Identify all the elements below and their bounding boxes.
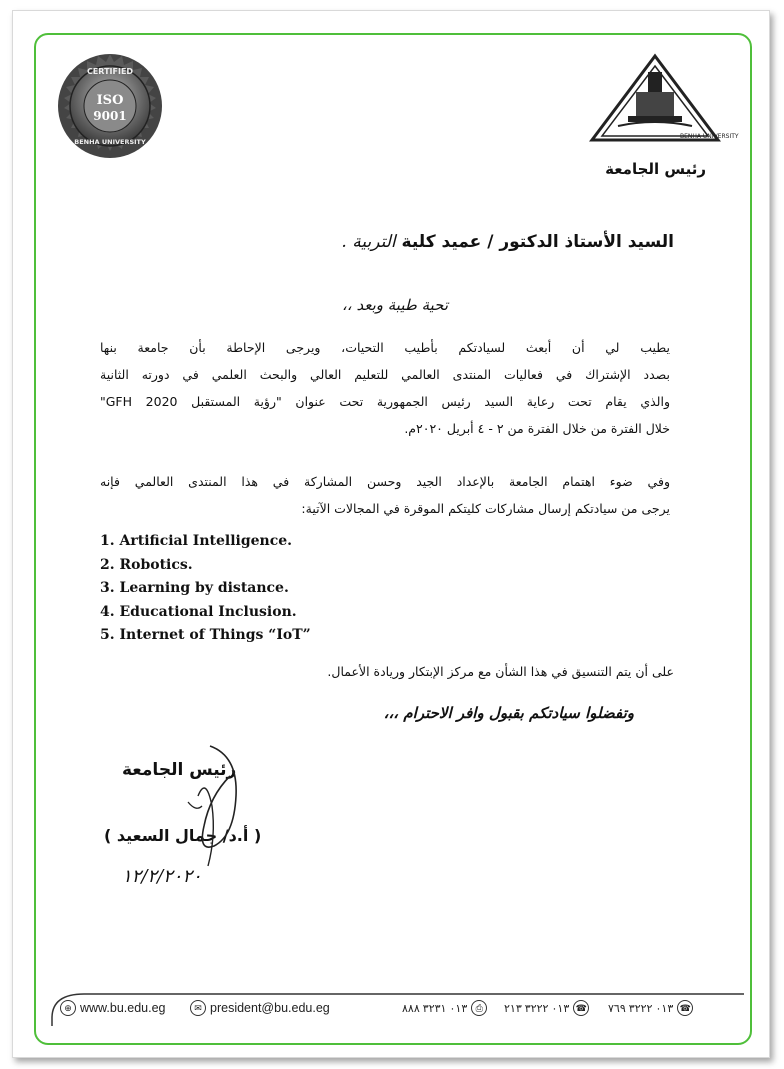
paragraph-1-line: بصدد الإشتراك في فعاليات المنتدى العالمي للتعليم العالي والبحث العلمي في دورته الثانية [100, 367, 670, 382]
coordination-note: على أن يتم التنسيق في هذا الشأن مع مركز الإبتكار وريادة الأعمال. [327, 664, 674, 679]
website-text: www.bu.edu.eg [80, 1001, 166, 1015]
paragraph-2-line: وفي ضوء اهتمام الجامعة بالإعداد الجيد وحسن المشاركة في هذا المنتدى العالمي فإنه [100, 474, 670, 489]
fax-icon: ⎙ [471, 1000, 487, 1016]
logo-text: BENHA UNIVERSITY [680, 133, 739, 140]
addressee-printed: السيد الأستاذ الدكتور / عميد كلية [401, 232, 674, 252]
phone-icon: ☎ [573, 1000, 589, 1016]
addressee-handwritten: التربية . [341, 232, 396, 252]
watermark [300, 150, 450, 210]
footer-website [60, 1000, 165, 1016]
footer-phone-2 [608, 1000, 693, 1016]
seal-center-text: ISO [96, 93, 124, 108]
fields-list [100, 533, 311, 651]
handwritten-date: ١٢/٢/٢٠٢٠ [122, 866, 202, 887]
seal-bottom-text: BENHA UNIVERSITY [74, 138, 146, 146]
addressee [341, 232, 674, 252]
paragraph-1-line: خلال الفترة من خلال الفترة من ٢ - ٤ أبريل ٢٠٢٠م. [404, 421, 670, 436]
seal-number-text: 9001 [93, 109, 127, 123]
list-item: 2. Robotics. [100, 556, 193, 573]
email-text: president@bu.edu.eg [210, 1001, 330, 1015]
university-logo-icon [588, 52, 739, 144]
paragraph-2-line: يرجى من سيادتكم إرسال مشاركات كليتكم الموقرة في المجالات الآتية: [301, 501, 670, 516]
email-icon: ✉ [190, 1000, 206, 1016]
fax-text: ٠١٣ ٣٢٣١ ٨٨٨ [402, 1002, 468, 1015]
signature-title: رئيس الجامعة [122, 760, 237, 780]
paragraph-1-line: والذي يقام تحت رعاية السيد رئيس الجمهورية تحت عنوان "رؤية المستقبل GFH 2020" [100, 394, 670, 409]
phone-1-text: ٠١٣ ٣٢٢٢ ٢١٣ [504, 1002, 570, 1015]
signature-name: ( أ.د/ جمال السعيد ) [104, 826, 262, 845]
paragraph-1 [100, 334, 670, 442]
list-item: 5. Internet of Things “IoT” [100, 627, 311, 643]
phone-icon: ☎ [677, 1000, 693, 1016]
list-item: 4. Educational Inclusion. [100, 603, 297, 620]
closing-line: وتفضلوا سيادتكم بقبول وافر الاحترام ،،، [383, 704, 634, 722]
greeting: تحية طيبة وبعد ،، [342, 296, 448, 314]
footer [56, 1000, 716, 1020]
list-item: 3. Learning by distance. [100, 580, 289, 596]
list-item: 1. Artificial Intelligence. [100, 533, 293, 549]
phone-2-text: ٠١٣ ٣٢٢٢ ٧٦٩ [608, 1002, 674, 1015]
globe-icon: ⊕ [60, 1000, 76, 1016]
footer-fax [402, 1000, 487, 1016]
paragraph-2 [100, 468, 670, 522]
paragraph-1-line: يطيب لي أن أبعث لسيادتكم بأطيب التحيات، ويرجى الإحاطة بأن جامعة بنها [100, 340, 670, 355]
seal-top-text: CERTIFIED [86, 67, 134, 76]
president-title-header: رئيس الجامعة [605, 160, 706, 178]
footer-phone-1 [504, 1000, 589, 1016]
footer-email [190, 1000, 330, 1016]
iso-seal-icon [56, 52, 164, 160]
